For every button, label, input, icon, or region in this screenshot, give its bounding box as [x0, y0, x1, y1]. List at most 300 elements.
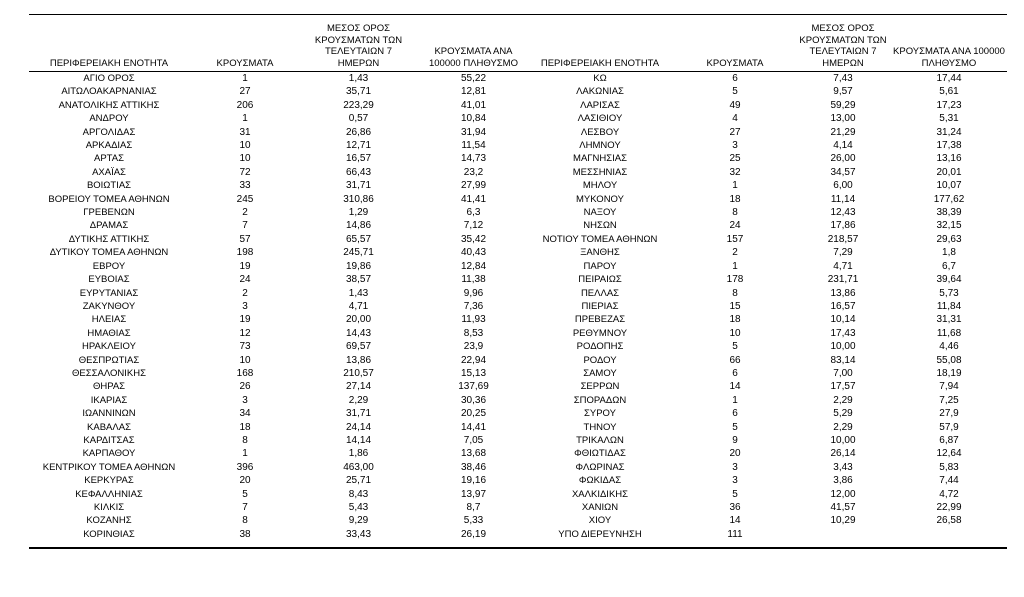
cell-region: ΧΑΛΚΙΔΙΚΗΣ [571, 488, 629, 500]
cell-avg7: 11,14 [830, 193, 856, 205]
cell-avg7: 65,57 [345, 233, 372, 245]
table-row [29, 367, 531, 380]
table-row [29, 407, 531, 420]
cell-avg7: 4,14 [833, 140, 853, 152]
table-row [525, 72, 1007, 86]
cell-per100k: 30,36 [460, 394, 487, 406]
header-avg7: ΜΕΣΟΣ ΟΡΟΣ ΚΡΟΥΣΜΑΤΩΝ ΤΩΝ ΤΕΛΕΥΤΑΙΩΝ 7 ΗΜΕΡΩΝ [314, 23, 403, 69]
table-row [29, 219, 531, 232]
table-row [525, 461, 1007, 474]
cell-avg7: 25,71 [345, 475, 372, 487]
table-body [29, 72, 531, 542]
table-row [29, 233, 531, 246]
cell-region: ΑΙΤΩΛΟΑΚΑΡΝΑΝΙΑΣ [61, 86, 157, 98]
table-row [525, 219, 1007, 232]
cell-region: ΒΟΙΩΤΙΑΣ [86, 180, 132, 192]
cell-cases: 72 [239, 166, 251, 178]
cell-avg7: 26,14 [830, 448, 856, 460]
cell-cases: 8 [732, 207, 738, 219]
cell-cases: 1 [242, 113, 248, 125]
cell-cases: 5 [732, 421, 738, 433]
cell-region: ΕΒΡΟΥ [92, 260, 126, 272]
cell-cases: 1 [242, 448, 248, 460]
cell-cases: 6 [732, 408, 738, 420]
cell-cases: 3 [732, 461, 738, 473]
cell-region: ΗΡΑΚΛΕΙΟΥ [82, 341, 136, 353]
cell-region: ΑΧΑΪΑΣ [92, 166, 126, 178]
table-row [525, 394, 1007, 407]
cell-per100k: 11,93 [461, 314, 486, 326]
cell-cases: 24 [729, 220, 741, 232]
cell-per100k: 5,73 [939, 287, 959, 299]
cell-per100k: 11,84 [936, 300, 962, 312]
cell-cases: 7 [242, 502, 248, 513]
table-row [29, 340, 531, 353]
cell-cases: 19 [239, 314, 251, 326]
cell-cases: 34 [239, 408, 251, 420]
header-cases: ΚΡΟΥΣΜΑΤΑ [706, 57, 764, 69]
cell-avg7: 7,00 [833, 367, 853, 379]
cell-cases: 12 [239, 327, 251, 339]
table-row [525, 233, 1007, 246]
cell-avg7: 12,00 [830, 488, 856, 500]
cell-avg7: 27,14 [345, 381, 372, 393]
cell-cases: 10 [239, 153, 251, 165]
cell-cases: 2 [732, 247, 738, 259]
header-cases: ΚΡΟΥΣΜΑΤΑ [216, 57, 274, 69]
cell-cases: 5 [732, 341, 738, 353]
table-row [29, 327, 531, 340]
cell-avg7: 26,86 [345, 126, 372, 138]
cell-avg7: 1,86 [348, 448, 369, 460]
cell-per100k: 12,84 [460, 260, 487, 272]
cell-per100k: 20,25 [460, 408, 487, 420]
cell-avg7: 1,43 [348, 73, 369, 84]
cell-region: ΣΠΟΡΑΔΩΝ [573, 394, 627, 406]
cell-region: ΚΕΦΑΛΛΗΝΙΑΣ [75, 488, 143, 500]
cell-per100k: 55,22 [460, 73, 487, 84]
cell-region: ΦΘΙΩΤΙΔΑΣ [574, 448, 626, 460]
cell-cases: 8 [242, 434, 248, 446]
cell-per100k: 4,46 [939, 341, 959, 353]
cell-avg7: 19,86 [345, 260, 372, 272]
cell-avg7: 2,29 [833, 394, 853, 406]
cell-per100k: 12,64 [936, 448, 962, 460]
cell-region: ΚΕΝΤΡΙΚΟΥ ΤΟΜΕΑ ΑΘΗΝΩΝ [42, 461, 176, 473]
cell-per100k: 41,41 [460, 193, 487, 205]
cell-region: ΒΟΡΕΙΟΥ ΤΟΜΕΑ ΑΘΗΝΩΝ [48, 193, 170, 205]
cell-avg7: 16,57 [345, 153, 372, 165]
cell-avg7: 14,43 [345, 327, 372, 339]
cell-per100k: 23,9 [463, 341, 484, 353]
cell-per100k: 55,08 [936, 354, 962, 366]
cell-per100k: 23,2 [463, 166, 484, 178]
table-row [525, 300, 1007, 313]
cases-table-right [525, 23, 1007, 541]
cell-avg7: 31,71 [345, 180, 372, 192]
cell-cases: 206 [236, 99, 254, 111]
cell-region: ΧΑΝΙΩΝ [581, 502, 619, 513]
cell-per100k: 10,84 [460, 113, 487, 125]
cell-avg7: 3,86 [833, 475, 853, 487]
cell-per100k: 7,05 [463, 434, 484, 446]
table-row [525, 287, 1007, 300]
cell-region: ΧΙΟΥ [588, 515, 612, 527]
cell-region: ΠΕΛΛΑΣ [580, 287, 620, 299]
table-row [525, 474, 1007, 487]
cell-per100k: 22,94 [460, 354, 487, 366]
cell-region: ΓΡΕΒΕΝΩΝ [83, 207, 135, 219]
cell-cases: 6 [732, 73, 738, 84]
cell-cases: 18 [729, 193, 741, 205]
table-row [525, 380, 1007, 393]
table-row [525, 139, 1007, 152]
table-row [525, 434, 1007, 447]
cell-region: ΕΥΒΟΙΑΣ [88, 274, 130, 286]
cell-cases: 245 [236, 193, 254, 205]
cell-avg7: 38,57 [345, 274, 372, 286]
cell-cases: 18 [239, 421, 251, 433]
cell-per100k: 12,81 [460, 86, 487, 98]
table-row [525, 447, 1007, 460]
cell-cases: 198 [236, 247, 254, 259]
cell-region: ΚΑΡΠΑΘΟΥ [82, 448, 136, 460]
cell-cases: 27 [239, 86, 251, 98]
cell-cases: 26 [239, 381, 251, 393]
table-row [525, 206, 1007, 219]
table-row [525, 354, 1007, 367]
table-row [29, 300, 531, 313]
cases-table-left [29, 23, 531, 541]
cell-avg7: 4,71 [833, 260, 853, 272]
table-row [525, 193, 1007, 206]
cell-per100k: 10,07 [936, 180, 962, 192]
cell-cases: 9 [732, 434, 738, 446]
cell-avg7: 33,43 [345, 528, 372, 540]
header-region: ΠΕΡΙΦΕΡΕΙΑΚΗ ΕΝΟΤΗΤΑ [540, 57, 660, 69]
cell-region: ΜΥΚΟΝΟΥ [576, 193, 624, 205]
cell-avg7: 6,00 [833, 180, 853, 192]
cell-cases: 111 [727, 528, 743, 540]
cell-cases: 15 [729, 300, 741, 312]
cell-region: ΖΑΚΥΝΘΟΥ [82, 300, 136, 312]
cell-cases: 2 [242, 207, 248, 219]
cell-per100k: 11,38 [461, 274, 486, 286]
cell-avg7: 231,71 [827, 274, 859, 286]
cell-region: ΙΩΑΝΝΙΝΩΝ [82, 408, 136, 420]
cell-avg7: 17,86 [830, 220, 856, 232]
header-region: ΠΕΡΙΦΕΡΕΙΑΚΗ ΕΝΟΤΗΤΑ [49, 57, 169, 69]
table-row [29, 488, 531, 501]
cell-region: ΥΠΟ ΔΙΕΡΕΥΝΗΣΗ [558, 528, 642, 540]
cell-avg7: 13,00 [830, 113, 856, 125]
cell-region: ΛΕΣΒΟΥ [580, 126, 620, 138]
cell-avg7: 69,57 [345, 341, 372, 353]
cell-region: ΑΡΤΑΣ [94, 153, 124, 165]
cell-region: ΝΗΣΩΝ [583, 220, 617, 232]
cell-per100k: 31,24 [936, 126, 962, 138]
cell-cases: 20 [729, 448, 741, 460]
cell-per100k: 11,68 [936, 327, 962, 339]
cell-avg7: 10,14 [830, 314, 856, 326]
cell-cases: 31 [239, 126, 251, 138]
table-row [525, 126, 1007, 139]
cell-per100k: 13,68 [460, 448, 487, 460]
cell-per100k: 7,44 [939, 475, 959, 487]
cell-region: ΙΚΑΡΙΑΣ [90, 394, 128, 406]
table-row [29, 206, 531, 219]
table-row [29, 461, 531, 474]
cell-cases: 3 [732, 140, 738, 152]
table-row [29, 179, 531, 192]
table-row [29, 434, 531, 447]
cell-per100k: 40,43 [460, 247, 487, 259]
table-row [29, 313, 531, 326]
cell-per100k: 5,31 [939, 113, 959, 125]
cell-cases: 49 [729, 99, 741, 111]
cell-region: ΚΙΛΚΙΣ [93, 502, 125, 513]
cell-per100k: 27,99 [460, 180, 487, 192]
cell-region: ΜΑΓΝΗΣΙΑΣ [573, 153, 627, 165]
table-row [525, 421, 1007, 434]
cell-avg7: 3,43 [833, 461, 853, 473]
cell-avg7: 41,57 [830, 502, 856, 513]
top-rule [29, 14, 1007, 15]
cell-per100k: 17,44 [936, 73, 962, 84]
cell-region: ΘΗΡΑΣ [92, 381, 126, 393]
cell-cases: 5 [242, 488, 248, 500]
cell-region: ΦΛΩΡΙΝΑΣ [575, 461, 625, 473]
table-row [29, 139, 531, 152]
table-row [29, 287, 531, 300]
cell-region: ΑΡΚΑΔΙΑΣ [85, 140, 133, 152]
table-row [525, 273, 1007, 286]
table-row [29, 380, 531, 393]
cell-avg7: 34,57 [830, 166, 856, 178]
cell-cases: 38 [239, 528, 251, 540]
cell-region: ΚΑΒΑΛΑΣ [87, 421, 131, 433]
cell-avg7: 66,43 [345, 166, 372, 178]
cell-avg7: 17,43 [830, 327, 856, 339]
cell-cases: 10 [239, 354, 251, 366]
cell-per100k: 32,15 [936, 220, 962, 232]
cell-per100k: 177,62 [933, 193, 965, 205]
table-row [525, 152, 1007, 165]
cell-per100k: 29,63 [936, 233, 962, 245]
cell-avg7: 463,00 [343, 461, 374, 473]
cell-per100k: 4,72 [939, 488, 959, 500]
cell-per100k: 20,01 [936, 166, 962, 178]
cell-region: ΡΟΔΟΠΗΣ [576, 341, 624, 353]
cell-avg7: 17,57 [830, 381, 856, 393]
table-row [525, 367, 1007, 380]
table-row [29, 447, 531, 460]
cell-region: ΚΑΡΔΙΤΣΑΣ [83, 434, 135, 446]
cell-avg7: 223,29 [343, 99, 374, 111]
cell-per100k: 6,87 [939, 434, 959, 446]
cell-avg7: 16,57 [830, 300, 856, 312]
cell-cases: 178 [726, 274, 744, 286]
table-header [29, 23, 531, 72]
cell-per100k: 39,64 [936, 274, 962, 286]
cell-region: ΤΗΝΟΥ [583, 421, 617, 433]
cell-cases: 168 [236, 367, 254, 379]
cell-region: ΣΕΡΡΩΝ [580, 381, 620, 393]
cell-region: ΘΕΣΠΡΩΤΙΑΣ [78, 354, 140, 366]
cell-per100k: 38,46 [460, 461, 487, 473]
cell-per100k: 26,58 [936, 515, 962, 527]
cell-per100k: 31,31 [936, 314, 962, 326]
cell-cases: 2 [242, 287, 248, 299]
cell-cases: 73 [239, 341, 251, 353]
cell-per100k: 17,23 [936, 99, 962, 111]
cell-avg7: 9,57 [833, 86, 853, 98]
header-per100k: ΚΡΟΥΣΜΑΤΑ ΑΝΑ 100000 ΠΛΗΘΥΣΜΟ [893, 46, 1005, 69]
cell-per100k [891, 528, 1007, 541]
cell-per100k: 15,13 [460, 367, 487, 379]
cell-avg7: 14,14 [345, 434, 372, 446]
table-row [525, 501, 1007, 514]
table-row [29, 166, 531, 179]
table-row [29, 246, 531, 259]
cell-cases: 27 [729, 126, 741, 138]
table-row [29, 394, 531, 407]
cell-avg7: 5,29 [833, 408, 853, 420]
cell-avg7 [795, 528, 891, 541]
header-per100k: ΚΡΟΥΣΜΑΤΑ ΑΝΑ 100000 ΠΛΗΘΥΣΜΟ [428, 46, 518, 69]
table-row [29, 99, 531, 112]
table-row [525, 327, 1007, 340]
cell-region: ΘΕΣΣΑΛΟΝΙΚΗΣ [72, 367, 146, 379]
cell-region: ΛΑΚΩΝΙΑΣ [576, 86, 624, 98]
cell-cases: 6 [732, 367, 738, 379]
cell-avg7: 9,29 [348, 515, 369, 527]
cell-per100k: 7,94 [939, 381, 959, 393]
table-row [29, 501, 531, 514]
table-row [525, 166, 1007, 179]
cell-avg7: 59,29 [830, 99, 856, 111]
table-row [29, 152, 531, 165]
cell-avg7: 210,57 [343, 367, 374, 379]
cell-cases: 36 [729, 502, 741, 513]
cell-region: ΛΗΜΝΟΥ [579, 140, 621, 152]
cell-per100k: 13,16 [936, 153, 962, 165]
cell-avg7: 7,29 [833, 247, 853, 259]
cell-per100k: 17,38 [936, 140, 962, 152]
cell-region: ΠΑΡΟΥ [583, 260, 617, 272]
cell-cases: 5 [732, 86, 738, 98]
cell-avg7: 14,86 [345, 220, 372, 232]
cell-avg7: 10,00 [830, 434, 856, 446]
table-row [29, 260, 531, 273]
cell-region: ΠΡΕΒΕΖΑΣ [574, 314, 626, 326]
cell-region: ΑΝΔΡΟΥ [89, 113, 129, 125]
cell-cases: 19 [239, 260, 251, 272]
cell-per100k: 5,33 [463, 515, 484, 527]
table-row [29, 354, 531, 367]
cell-avg7: 0,57 [348, 113, 369, 125]
cell-avg7: 8,43 [348, 488, 369, 500]
cell-region: ΦΩΚΙΔΑΣ [578, 475, 622, 487]
cell-avg7: 83,14 [830, 354, 856, 366]
table-row [525, 246, 1007, 259]
cell-avg7: 12,71 [345, 140, 372, 152]
cell-avg7: 13,86 [830, 287, 856, 299]
cell-cases: 3 [732, 475, 738, 487]
cell-per100k: 5,83 [939, 461, 959, 473]
cell-avg7: 2,29 [348, 394, 369, 406]
bottom-rule [29, 547, 1007, 549]
table-row [29, 514, 531, 527]
cell-cases: 396 [236, 461, 254, 473]
cell-region: ΚΟΡΙΝΘΙΑΣ [83, 528, 135, 540]
cell-cases: 18 [729, 314, 741, 326]
cell-region: ΔΥΤΙΚΗΣ ΑΤΤΙΚΗΣ [68, 233, 150, 245]
cell-cases: 1 [732, 394, 738, 406]
cell-per100k: 8,53 [463, 327, 484, 339]
cell-region: ΜΕΣΣΗΝΙΑΣ [572, 166, 628, 178]
cell-cases: 8 [242, 515, 248, 527]
table-row [525, 85, 1007, 98]
header-avg7: ΜΕΣΟΣ ΟΡΟΣ ΚΡΟΥΣΜΑΤΩΝ ΤΩΝ ΤΕΛΕΥΤΑΙΩΝ 7 ΗΜΕΡΩΝ [799, 23, 887, 69]
cell-cases: 10 [729, 327, 741, 339]
cell-cases: 10 [239, 140, 251, 152]
cell-per100k: 31,94 [460, 126, 487, 138]
cell-cases: 25 [729, 153, 741, 165]
cell-cases: 157 [726, 233, 744, 245]
cell-region: ΗΛΕΙΑΣ [91, 314, 127, 326]
cell-per100k: 11,54 [461, 140, 486, 152]
cell-region: ΣΥΡΟΥ [584, 408, 616, 420]
cell-avg7: 1,43 [348, 287, 369, 299]
cell-region: ΝΑΞΟΥ [583, 207, 617, 219]
cell-cases: 20 [239, 475, 251, 487]
cell-cases: 14 [729, 381, 741, 393]
cell-cases: 57 [239, 233, 251, 245]
cell-cases: 5 [732, 488, 738, 500]
cell-region: ΞΑΝΘΗΣ [580, 247, 620, 259]
cell-region: ΠΕΙΡΑΙΩΣ [578, 274, 622, 286]
table-row [29, 421, 531, 434]
cell-per100k: 7,36 [463, 300, 484, 312]
cell-avg7: 31,71 [345, 408, 372, 420]
cell-per100k: 5,61 [939, 86, 959, 98]
table-row [525, 514, 1007, 527]
cell-avg7: 2,29 [833, 421, 853, 433]
table-row [29, 474, 531, 487]
cell-per100k: 35,42 [460, 233, 487, 245]
cell-region: ΗΜΑΘΙΑΣ [87, 327, 131, 339]
table-row [525, 179, 1007, 192]
cell-avg7: 35,71 [345, 86, 372, 98]
cell-avg7: 10,29 [830, 515, 856, 527]
cell-per100k: 14,73 [460, 153, 487, 165]
cell-region: ΡΕΘΥΜΝΟΥ [572, 327, 628, 339]
cell-region: ΑΡΓΟΛΙΔΑΣ [82, 126, 136, 138]
cell-cases: 1 [242, 73, 248, 84]
table-row [29, 528, 531, 541]
cell-per100k: 6,7 [942, 260, 956, 272]
table-row [525, 112, 1007, 125]
cell-avg7: 1,29 [348, 207, 369, 219]
cell-avg7: 21,29 [830, 126, 856, 138]
table-row [29, 72, 531, 86]
cell-region: ΚΕΡΚΥΡΑΣ [84, 475, 134, 487]
cell-cases: 24 [239, 274, 251, 286]
cell-region: ΤΡΙΚΑΛΩΝ [576, 434, 624, 446]
cell-region: ΚΟΖΑΝΗΣ [86, 515, 132, 527]
cell-per100k: 38,39 [936, 207, 962, 219]
